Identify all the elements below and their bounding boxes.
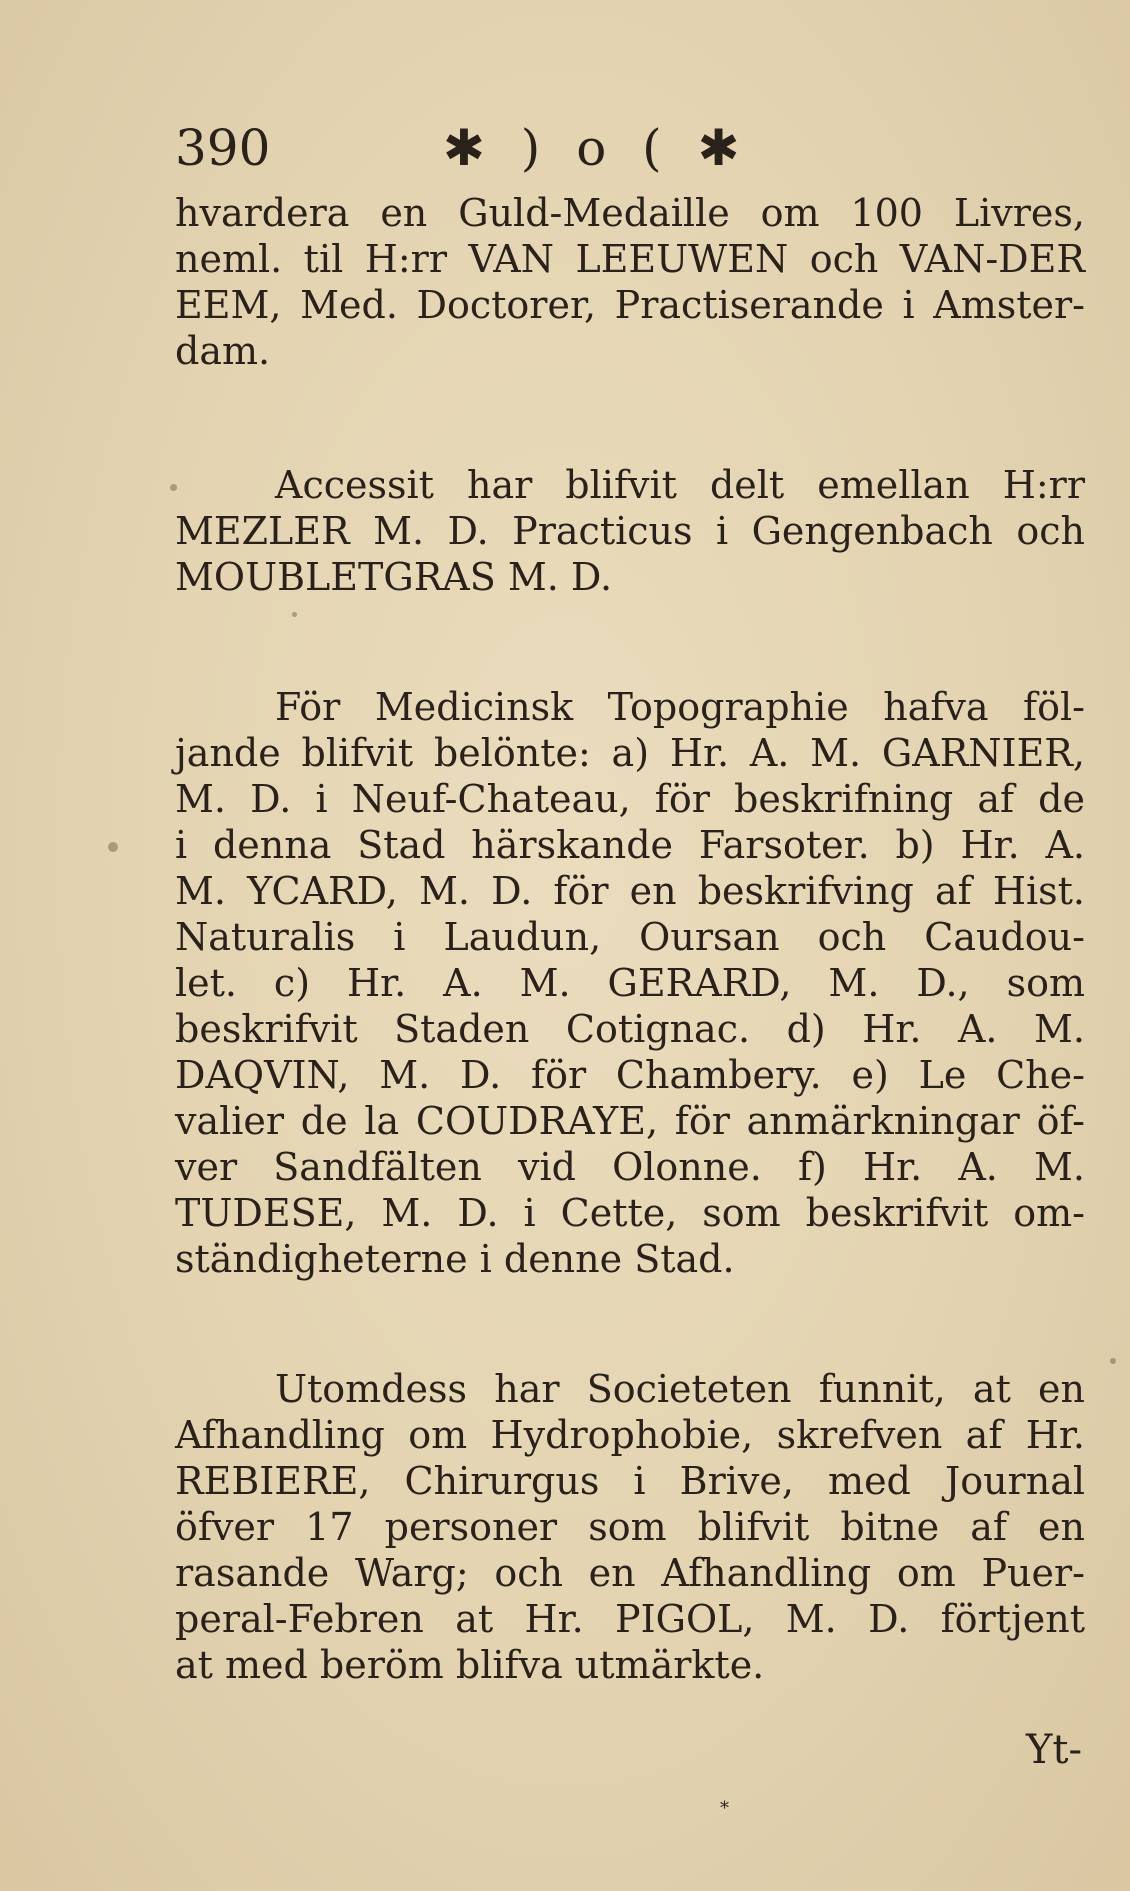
text-line: at med beröm blifva utmärkte.: [175, 1643, 765, 1687]
text-line: DAQVIN, M. D. för Chambery. e) Le Che-: [175, 1053, 1085, 1097]
text-line: För Medicinsk Topographie hafva föl-: [275, 685, 1085, 729]
signature-mark: *: [720, 1798, 729, 1819]
text-line: i denna Stad härskande Farsoter. b) Hr. A.: [175, 823, 1085, 867]
text-line: ver Sandfälten vid Olonne. f) Hr. A. M.: [175, 1145, 1085, 1189]
text-line: peral-Febren at Hr. PIGOL, M. D. förtjent: [175, 1597, 1085, 1641]
page-number: 390: [175, 119, 271, 177]
paper-speck: [170, 484, 177, 491]
text-line: TUDESE, M. D. i Cette, som beskrifvit om-: [175, 1191, 1085, 1235]
text-line: öfver 17 personer som blifvit bitne af en: [175, 1505, 1085, 1549]
running-head-ornament: ✱ ) o ( ✱: [443, 119, 750, 177]
text-line: M. D. i Neuf-Chateau, för beskrifning af de: [175, 777, 1085, 821]
paragraph-spacer: [175, 600, 1085, 684]
paragraph-prize-medal: [175, 190, 1085, 374]
text-line: ständigheterne i denne Stad.: [175, 1237, 735, 1281]
text-line: let. c) Hr. A. M. GERARD, M. D., som: [175, 961, 1085, 1005]
text-line: Afhandling om Hydrophobie, skrefven af Hr.: [175, 1413, 1085, 1457]
text-line: valier de la COUDRAYE, för anmärkningar öf-: [175, 1099, 1085, 1143]
text-line: MEZLER M. D. Practicus i Gengenbach och: [175, 509, 1085, 553]
text-line: hvardera en Guld-Medaille om 100 Livres,: [175, 191, 1085, 235]
page-header: [175, 118, 825, 178]
paragraph-spacer: [175, 374, 1085, 462]
text-line: MOUBLETGRAS M. D.: [175, 555, 613, 599]
text-line: Accessit har blifvit delt emellan H:rr: [275, 463, 1085, 507]
text-line: M. YCARD, M. D. för en beskrifving af Hist.: [175, 869, 1085, 913]
paragraph-additional-works: [175, 1366, 1085, 1688]
paragraph-spacer: [175, 1282, 1085, 1366]
paper-speck: [1110, 1358, 1116, 1364]
text-line: REBIERE, Chirurgus i Brive, med Journal: [175, 1459, 1085, 1503]
paragraph-topography: [175, 684, 1085, 1282]
paper-speck: [292, 612, 297, 617]
catchword: Yt-: [1026, 1727, 1082, 1773]
text-line: beskrifvit Staden Cotignac. d) Hr. A. M.: [175, 1007, 1085, 1051]
paragraph-accessit: [175, 462, 1085, 600]
text-line: dam.: [175, 329, 271, 373]
text-line: neml. til H:rr VAN LEEUWEN och VAN-DER: [175, 237, 1085, 281]
text-line: jande blifvit belönte: a) Hr. A. M. GARNIER,: [175, 731, 1085, 775]
paper-speck: [108, 842, 118, 852]
body-text: [175, 190, 1085, 1688]
text-line: Utomdess har Societeten funnit, at en: [275, 1367, 1085, 1411]
text-line: EEM, Med. Doctorer, Practiserande i Amster-: [175, 283, 1085, 327]
text-line: Naturalis i Laudun, Oursan och Caudou-: [175, 915, 1085, 959]
text-line: rasande Warg; och en Afhandling om Puer-: [175, 1551, 1085, 1595]
